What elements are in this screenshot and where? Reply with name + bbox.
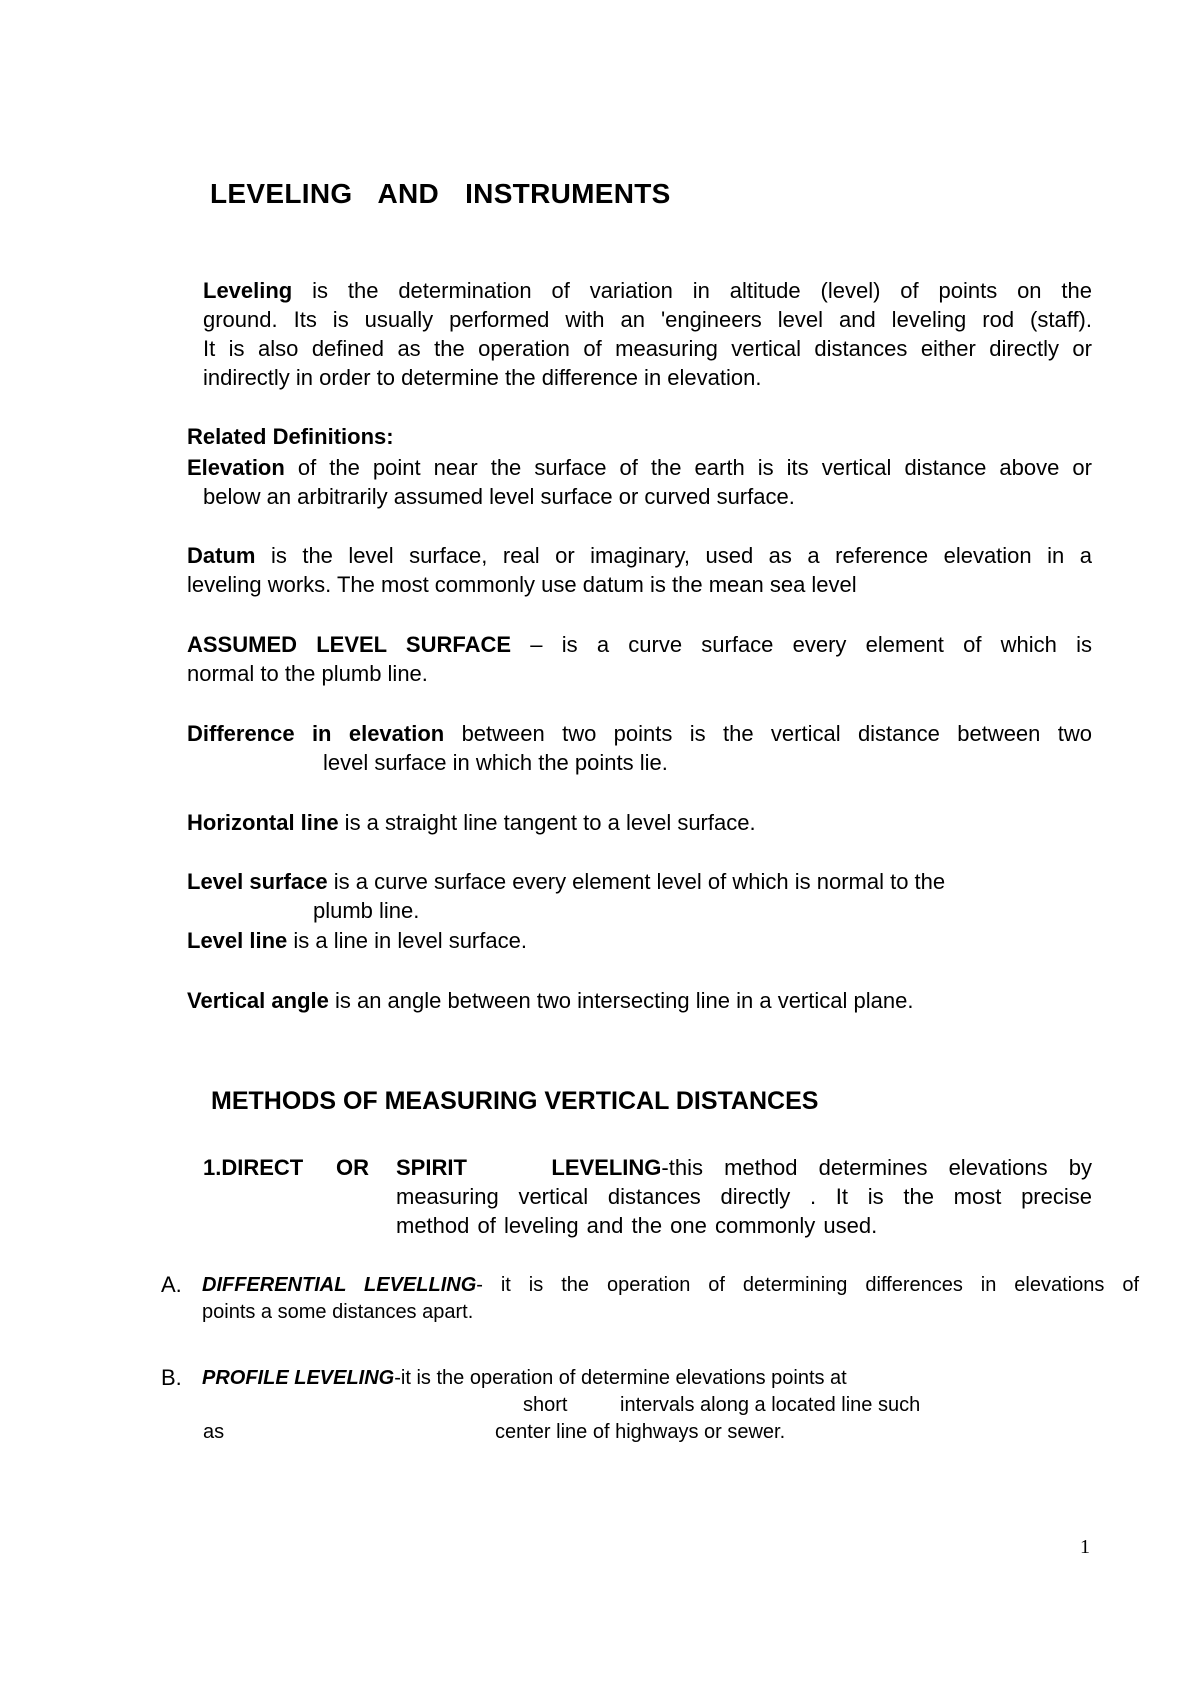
term-difference-in-elevation: Difference in elevation (187, 721, 445, 746)
direct-label-2: OR (336, 1155, 369, 1180)
list-a-line-2: points a some distances apart. (202, 1301, 474, 1323)
term-assumed-level-surface: ASSUMED LEVEL SURFACE (187, 632, 512, 657)
direct-label-1: 1.DIRECT (203, 1155, 304, 1180)
list-b-line-3b: center line of highways or sewer. (495, 1421, 786, 1443)
def-difference-line-1: Difference in elevation between two points is the vertical distance between two (187, 721, 1092, 746)
def-elevation-line-1: Elevation of the point near the surface of the earth is its vertical distance above or (187, 455, 1092, 480)
def-level-surface-line-1: Level surface is a curve surface every element level of which is normal to the (187, 869, 946, 894)
intro-line-4: indirectly in order to determine the difference in elevation. (203, 365, 762, 390)
methods-heading: METHODS OF MEASURING VERTICAL DISTANCES (211, 1087, 819, 1115)
term-profile-leveling: PROFILE LEVELING (202, 1367, 395, 1389)
direct-line-3: method of leveling and the one commonly used. (396, 1213, 878, 1238)
list-b-marker: B. (161, 1365, 182, 1390)
def-assumed-line-2: normal to the plumb line. (187, 661, 428, 686)
def-level-line: Level line is a line in level surface. (187, 928, 527, 953)
list-b-line-1: PROFILE LEVELING-it is the operation of determine elevations points at (202, 1367, 847, 1389)
def-vertical-angle: Vertical angle is an angle between two intersecting line in a vertical plane. (187, 988, 914, 1013)
def-level-surface-line-2: plumb line. (313, 898, 420, 923)
list-b-line-2a: short (523, 1394, 568, 1416)
def-elevation-line-2: below an arbitrarily assumed level surface or curved surface. (203, 484, 795, 509)
term-spirit: SPIRIT (396, 1155, 467, 1180)
term-level-surface: Level surface (187, 869, 328, 894)
list-b-line-2b: intervals along a located line such (620, 1394, 921, 1416)
term-vertical-angle: Vertical angle (187, 988, 329, 1013)
term-differential-levelling: DIFFERENTIAL LEVELLING (202, 1274, 477, 1296)
list-a-marker: A. (161, 1272, 182, 1297)
def-assumed-line-1: ASSUMED LEVEL SURFACE – is a curve surface every element of which is (187, 632, 1093, 657)
intro-line-3: It is also defined as the operation of measuring vertical distances either directly or (203, 336, 1092, 361)
related-definitions-heading: Related Definitions: (187, 424, 394, 449)
intro-line-1: Leveling is the determination of variation in altitude (level) of points on the (203, 278, 1092, 303)
def-difference-line-2: level surface in which the points lie. (323, 750, 668, 775)
term-leveling-method: LEVELING (551, 1155, 662, 1180)
intro-line-2: ground. Its is usually performed with an 'engineers level and leveling rod (staff). (203, 307, 1092, 332)
term-datum: Datum (187, 543, 256, 568)
page-number: 1 (1080, 1536, 1090, 1558)
list-a-line-1: DIFFERENTIAL LEVELLING- it is the operation of determining differences in elevations of (202, 1274, 1139, 1296)
def-datum-line-1: Datum is the level surface, real or imaginary, used as a reference elevation in a (187, 543, 1092, 568)
term-horizontal-line: Horizontal line (187, 810, 339, 835)
term-leveling: Leveling (203, 278, 293, 303)
term-elevation: Elevation (187, 455, 285, 480)
def-horizontal-line: Horizontal line is a straight line tangent to a level surface. (187, 810, 756, 835)
list-b-line-3a: as (203, 1421, 225, 1443)
direct-line-2: measuring vertical distances directly . It is the most precise (396, 1184, 1092, 1209)
term-level-line: Level line (187, 928, 288, 953)
page-title: LEVELING AND INSTRUMENTS (210, 178, 671, 209)
direct-line-1: SPIRIT LEVELING-this method determines elevations by (396, 1155, 1092, 1180)
def-datum-line-2: leveling works. The most commonly use datum is the mean sea level (187, 572, 857, 597)
